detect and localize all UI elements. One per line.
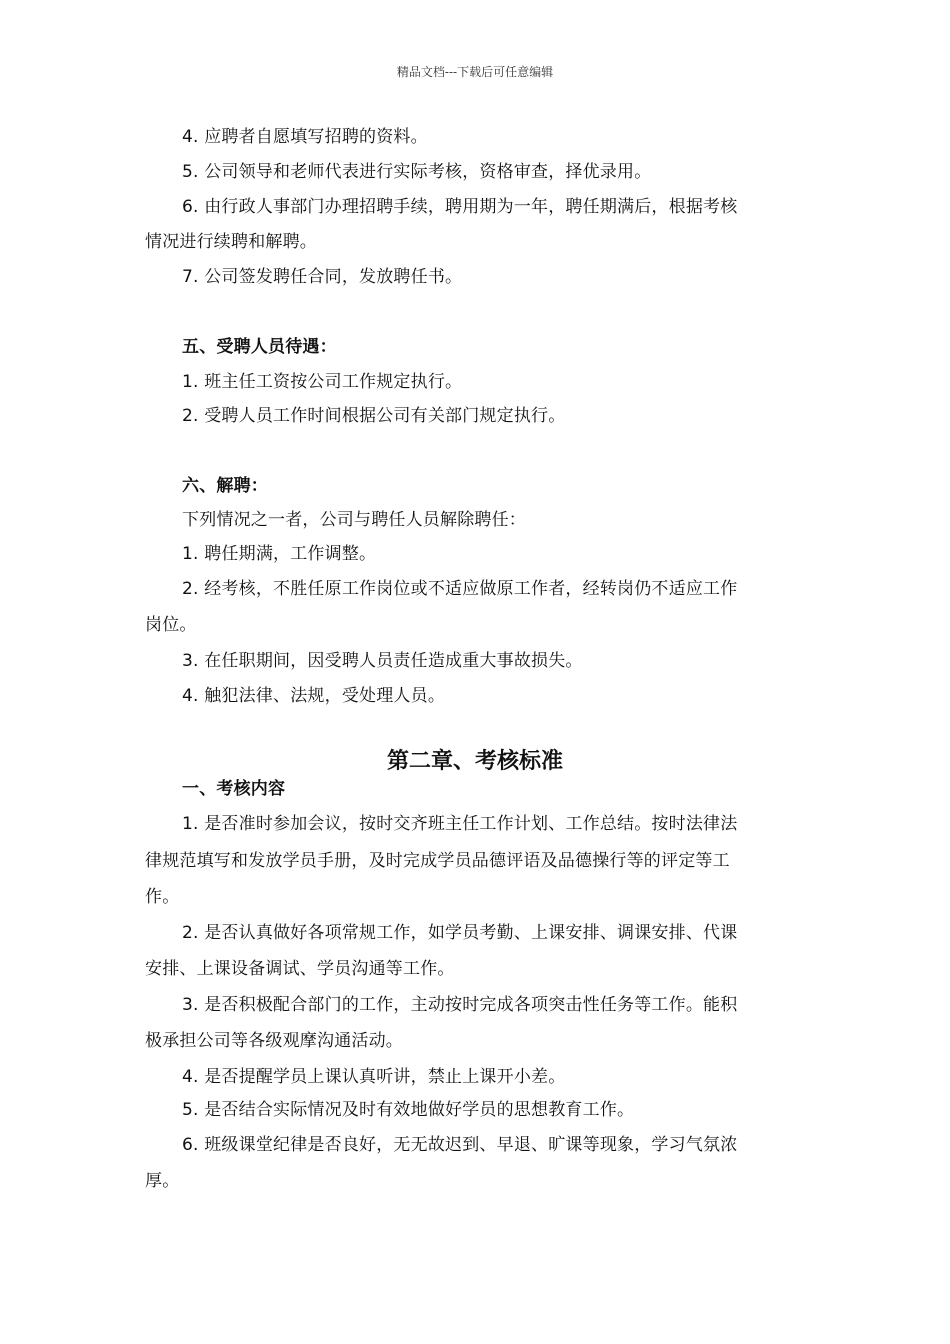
section-heading: 五、受聘人员待遇： bbox=[182, 337, 337, 357]
list-item-continuation: 厚。 bbox=[145, 1171, 180, 1191]
chapter-title: 第二章、考核标准 bbox=[386, 749, 563, 774]
list-item: 4. 应聘者自愿填写招聘的资料。 bbox=[182, 127, 428, 147]
list-item: 1. 聘任期满，工作调整。 bbox=[182, 544, 377, 564]
list-item: 1. 是否准时参加会议，按时交齐班主任工作计划、工作总结。按时法律法 bbox=[182, 814, 738, 834]
section-heading: 六、解聘： bbox=[182, 476, 268, 496]
list-item: 2. 受聘人员工作时间根据公司有关部门规定执行。 bbox=[182, 406, 566, 426]
list-item: 6. 由行政人事部门办理招聘手续，聘用期为一年，聘任期满后，根据考核 bbox=[182, 197, 738, 217]
list-item-continuation: 极承担公司等各级观摩沟通活动。 bbox=[145, 1031, 403, 1051]
list-item-continuation: 岗位。 bbox=[145, 615, 197, 635]
list-item: 6. 班级课堂纪律是否良好，无无故迟到、早退、旷课等现象，学习气氛浓 bbox=[182, 1135, 738, 1155]
list-item-continuation: 安排、上课设备调试、学员沟通等工作。 bbox=[145, 959, 455, 979]
list-item: 3. 是否积极配合部门的工作，主动按时完成各项突击性任务等工作。能积 bbox=[182, 995, 738, 1015]
list-item: 4. 触犯法律、法规，受处理人员。 bbox=[182, 686, 446, 706]
list-item: 7. 公司签发聘任合同，发放聘任书。 bbox=[182, 267, 463, 287]
list-item: 1. 班主任工资按公司工作规定执行。 bbox=[182, 372, 463, 392]
list-item: 3. 在任职期间，因受聘人员责任造成重大事故损失。 bbox=[182, 651, 583, 671]
section-intro: 下列情况之一者，公司与聘任人员解除聘任： bbox=[182, 510, 526, 530]
section-heading: 一、考核内容 bbox=[182, 779, 286, 799]
list-item: 2. 经考核，不胜任原工作岗位或不适应做原工作者，经转岗仍不适应工作 bbox=[182, 579, 738, 599]
list-item: 2. 是否认真做好各项常规工作，如学员考勤、上课安排、调课安排、代课 bbox=[182, 923, 738, 943]
list-item: 5. 公司领导和老师代表进行实际考核，资格审查，择优录用。 bbox=[182, 162, 652, 182]
list-item-continuation: 律规范填写和发放学员手册，及时完成学员品德评语及品德操行等的评定等工 bbox=[145, 851, 730, 871]
page-header: 精品文档---下载后可任意编辑 bbox=[396, 65, 554, 79]
list-item-continuation: 情况进行续聘和解聘。 bbox=[145, 232, 317, 252]
list-item-continuation: 作。 bbox=[145, 887, 180, 907]
list-item: 4. 是否提醒学员上课认真听讲，禁止上课开小差。 bbox=[182, 1067, 566, 1087]
list-item: 5. 是否结合实际情况及时有效地做好学员的思想教育工作。 bbox=[182, 1100, 635, 1120]
